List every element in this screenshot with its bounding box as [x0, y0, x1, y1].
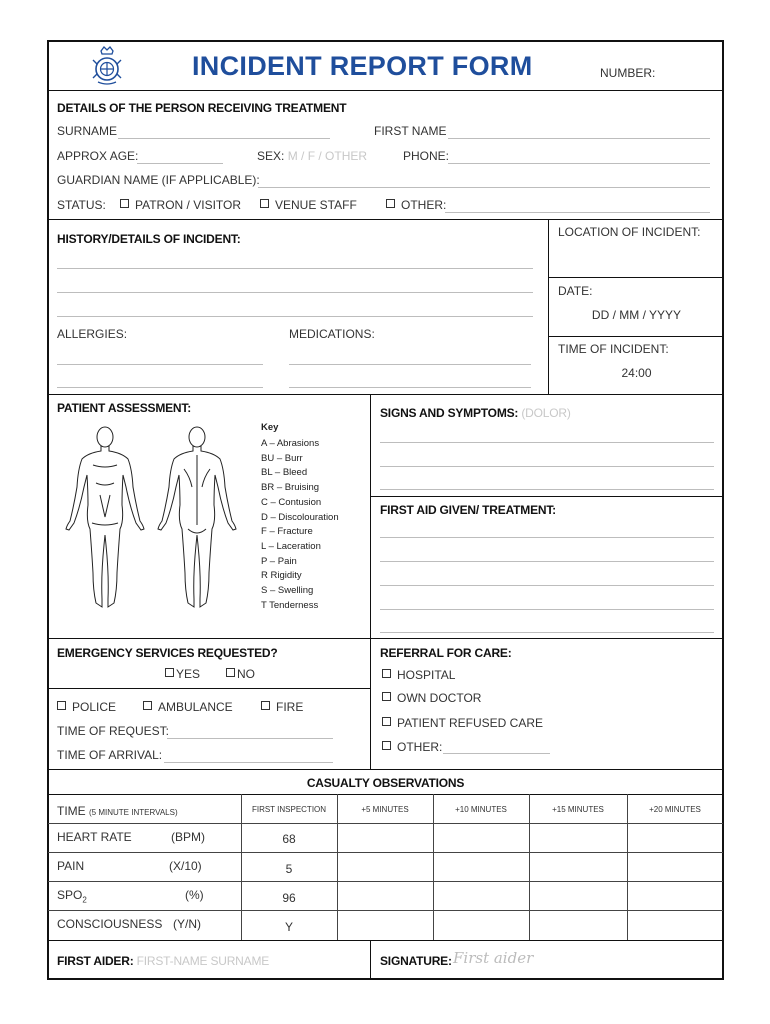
table-line: [627, 794, 628, 940]
spo2-label: $SPO_2$: [57, 888, 87, 905]
key-item: BL – Bleed: [261, 467, 308, 479]
key-item: T Tenderness: [261, 599, 319, 611]
column-header: FIRST INSPECTION: [251, 805, 327, 814]
key-item: BR – Bruising: [261, 482, 320, 494]
pain-unit: (X/10): [169, 859, 202, 873]
status-label: STATUS:: [57, 198, 106, 212]
guardian-field[interactable]: [258, 187, 710, 188]
sex-label: SEX: M / F / OTHER: [257, 149, 368, 163]
checkbox[interactable]: [382, 669, 391, 678]
referral-other-field[interactable]: [443, 753, 550, 754]
divider: [48, 219, 723, 220]
signs-line[interactable]: [380, 466, 714, 467]
signs-title: SIGNS AND SYMPTOMS: (DOLOR): [380, 406, 571, 420]
first-aider-label: FIRST AIDER: FIRST-NAME SURNAME: [57, 954, 270, 968]
spo2-value[interactable]: 96: [282, 891, 296, 905]
allergies-label: ALLERGIES:: [57, 327, 128, 341]
first-aider-field[interactable]: FIRST-NAME SURNAME: [136, 954, 270, 968]
checkbox[interactable]: [57, 701, 66, 710]
checkbox[interactable]: [382, 692, 391, 701]
date-field[interactable]: DD / MM / YYYY: [591, 308, 682, 322]
column-header: +15 MINUTES: [552, 805, 604, 814]
fire-option[interactable]: FIRE: [261, 700, 303, 714]
column-header: +5 MINUTES: [361, 805, 409, 814]
key-item: BU – Burr: [261, 452, 303, 464]
emergency-no-option[interactable]: NO: [226, 667, 255, 681]
divider: [370, 496, 723, 497]
time-label: TIME OF INCIDENT:: [558, 342, 669, 356]
front-body-figure: [66, 427, 144, 607]
column-header: +20 MINUTES: [649, 805, 701, 814]
own-doctor-option[interactable]: OWN DOCTOR: [382, 691, 481, 705]
pain-label: PAIN: [57, 859, 85, 873]
ambulance-option[interactable]: AMBULANCE: [143, 700, 233, 714]
divider: [48, 769, 723, 770]
person-section-title: DETAILS OF THE PERSON RECEIVING TREATMENT: [57, 101, 347, 115]
location-label: LOCATION OF INCIDENT:: [558, 225, 701, 239]
number-label: NUMBER:: [600, 66, 656, 80]
consciousness-unit: (Y/N): [173, 917, 201, 931]
body-diagram[interactable]: [60, 425, 240, 615]
key-list: [261, 437, 339, 613]
treatment-line[interactable]: [380, 561, 714, 562]
divider: [548, 219, 549, 394]
signs-line[interactable]: [380, 489, 714, 490]
consciousness-value[interactable]: Y: [284, 920, 293, 934]
referral-other-option[interactable]: OTHER:: [382, 740, 442, 754]
medications-label: MEDICATIONS:: [289, 327, 375, 341]
divider: [548, 336, 723, 337]
table-line: [48, 852, 723, 853]
page-title: INCIDENT REPORT FORM: [192, 51, 533, 81]
date-label: DATE:: [558, 284, 593, 298]
time-request-label: TIME OF REQUEST:: [57, 724, 170, 738]
divider: [48, 688, 370, 689]
pain-value[interactable]: 5: [285, 862, 293, 876]
history-line[interactable]: [57, 268, 533, 269]
first-aid-title: FIRST AID GIVEN/ TREATMENT:: [380, 503, 556, 517]
surname-field[interactable]: [118, 138, 330, 139]
checkbox[interactable]: [382, 741, 391, 750]
time-field[interactable]: 24:00: [621, 366, 652, 380]
first-name-field[interactable]: [448, 138, 710, 139]
table-line: [337, 794, 338, 940]
heart-rate-unit: (BPM): [171, 830, 205, 844]
phone-field[interactable]: [448, 163, 710, 164]
time-arrival-field[interactable]: [164, 762, 333, 763]
checkbox[interactable]: [226, 668, 235, 677]
checkbox[interactable]: [382, 717, 391, 726]
time-hint: (5 MINUTE INTERVALS): [89, 808, 178, 817]
heart-rate-value[interactable]: 68: [282, 832, 296, 846]
signature-label: SIGNATURE:: [380, 954, 452, 968]
checkbox[interactable]: [120, 199, 129, 208]
assessment-title: PATIENT ASSESSMENT:: [57, 401, 191, 415]
checkbox[interactable]: [165, 668, 174, 677]
divider: [548, 277, 723, 278]
crest-logo: [88, 45, 126, 87]
time-column-label: TIME (5 MINUTE INTERVALS): [57, 804, 178, 818]
first-name-label: FIRST NAME: [374, 124, 447, 138]
divider: [48, 638, 723, 639]
refused-care-option[interactable]: PATIENT REFUSED CARE: [382, 716, 543, 730]
table-line: [529, 794, 530, 940]
back-body-figure: [158, 427, 236, 607]
spo2-unit: (%): [185, 888, 204, 902]
key-item: P – Pain: [261, 555, 297, 567]
checkbox[interactable]: [143, 701, 152, 710]
table-line: [48, 823, 723, 824]
table-line: [433, 794, 434, 940]
treatment-line[interactable]: [380, 585, 714, 586]
key-title: Key: [261, 422, 279, 433]
checkbox[interactable]: [261, 701, 270, 710]
police-option[interactable]: POLICE: [57, 700, 116, 714]
treatment-line[interactable]: [380, 632, 714, 633]
guardian-label: GUARDIAN NAME (IF APPLICABLE):: [57, 173, 260, 187]
sex-options[interactable]: M / F / OTHER: [287, 149, 368, 163]
checkbox[interactable]: [260, 199, 269, 208]
table-line: [48, 881, 723, 882]
emergency-yes-option[interactable]: YES: [165, 667, 200, 681]
signs-hint: (DOLOR): [521, 406, 571, 420]
key-item: S – Swelling: [261, 585, 314, 597]
signs-line[interactable]: [380, 442, 714, 443]
divider: [48, 794, 723, 795]
status-other-option[interactable]: OTHER:: [386, 198, 446, 212]
key-item: A – Abrasions: [261, 438, 320, 449]
divider: [48, 394, 723, 395]
divider: [48, 940, 723, 941]
referral-title: REFERRAL FOR CARE:: [380, 646, 512, 660]
checkbox[interactable]: [386, 199, 395, 208]
medications-line[interactable]: [289, 387, 531, 388]
status-other-field[interactable]: [445, 212, 710, 213]
key-item: F – Fracture: [261, 526, 313, 538]
key-item: C – Contusion: [261, 496, 322, 508]
divider: [48, 90, 723, 91]
divider: [370, 394, 371, 769]
time-arrival-label: TIME OF ARRIVAL:: [57, 748, 163, 762]
treatment-line[interactable]: [380, 609, 714, 610]
consciousness-label: CONSCIOUSNESS: [57, 917, 163, 931]
divider: [370, 940, 371, 980]
emergency-title: EMERGENCY SERVICES REQUESTED?: [57, 646, 278, 660]
key-item: R Rigidity: [261, 570, 302, 582]
medications-line[interactable]: [289, 364, 531, 365]
status-patron-option[interactable]: PATRON / VISITOR: [120, 198, 241, 212]
time-request-field[interactable]: [167, 738, 333, 739]
column-header: +10 MINUTES: [455, 805, 507, 814]
key-item: L – Laceration: [261, 540, 321, 552]
history-line[interactable]: [57, 292, 533, 293]
history-title: HISTORY/DETAILS OF INCIDENT:: [57, 232, 241, 246]
allergies-line[interactable]: [57, 387, 263, 388]
phone-label: PHONE:: [403, 149, 450, 163]
table-line: [48, 910, 723, 911]
history-line[interactable]: [57, 316, 533, 317]
hospital-option[interactable]: HOSPITAL: [382, 668, 455, 682]
surname-label: SURNAME: [57, 124, 118, 138]
heart-rate-label: HEART RATE: [57, 830, 132, 844]
status-staff-option[interactable]: VENUE STAFF: [260, 198, 357, 212]
treatment-line[interactable]: [380, 537, 714, 538]
approx-age-field[interactable]: [137, 163, 223, 164]
observations-title: CASUALTY OBSERVATIONS: [306, 776, 465, 790]
approx-age-label: APPROX AGE:: [57, 149, 139, 163]
signature-field[interactable]: First aider: [453, 949, 534, 967]
allergies-line[interactable]: [57, 364, 263, 365]
key-item: D – Discolouration: [261, 511, 339, 523]
